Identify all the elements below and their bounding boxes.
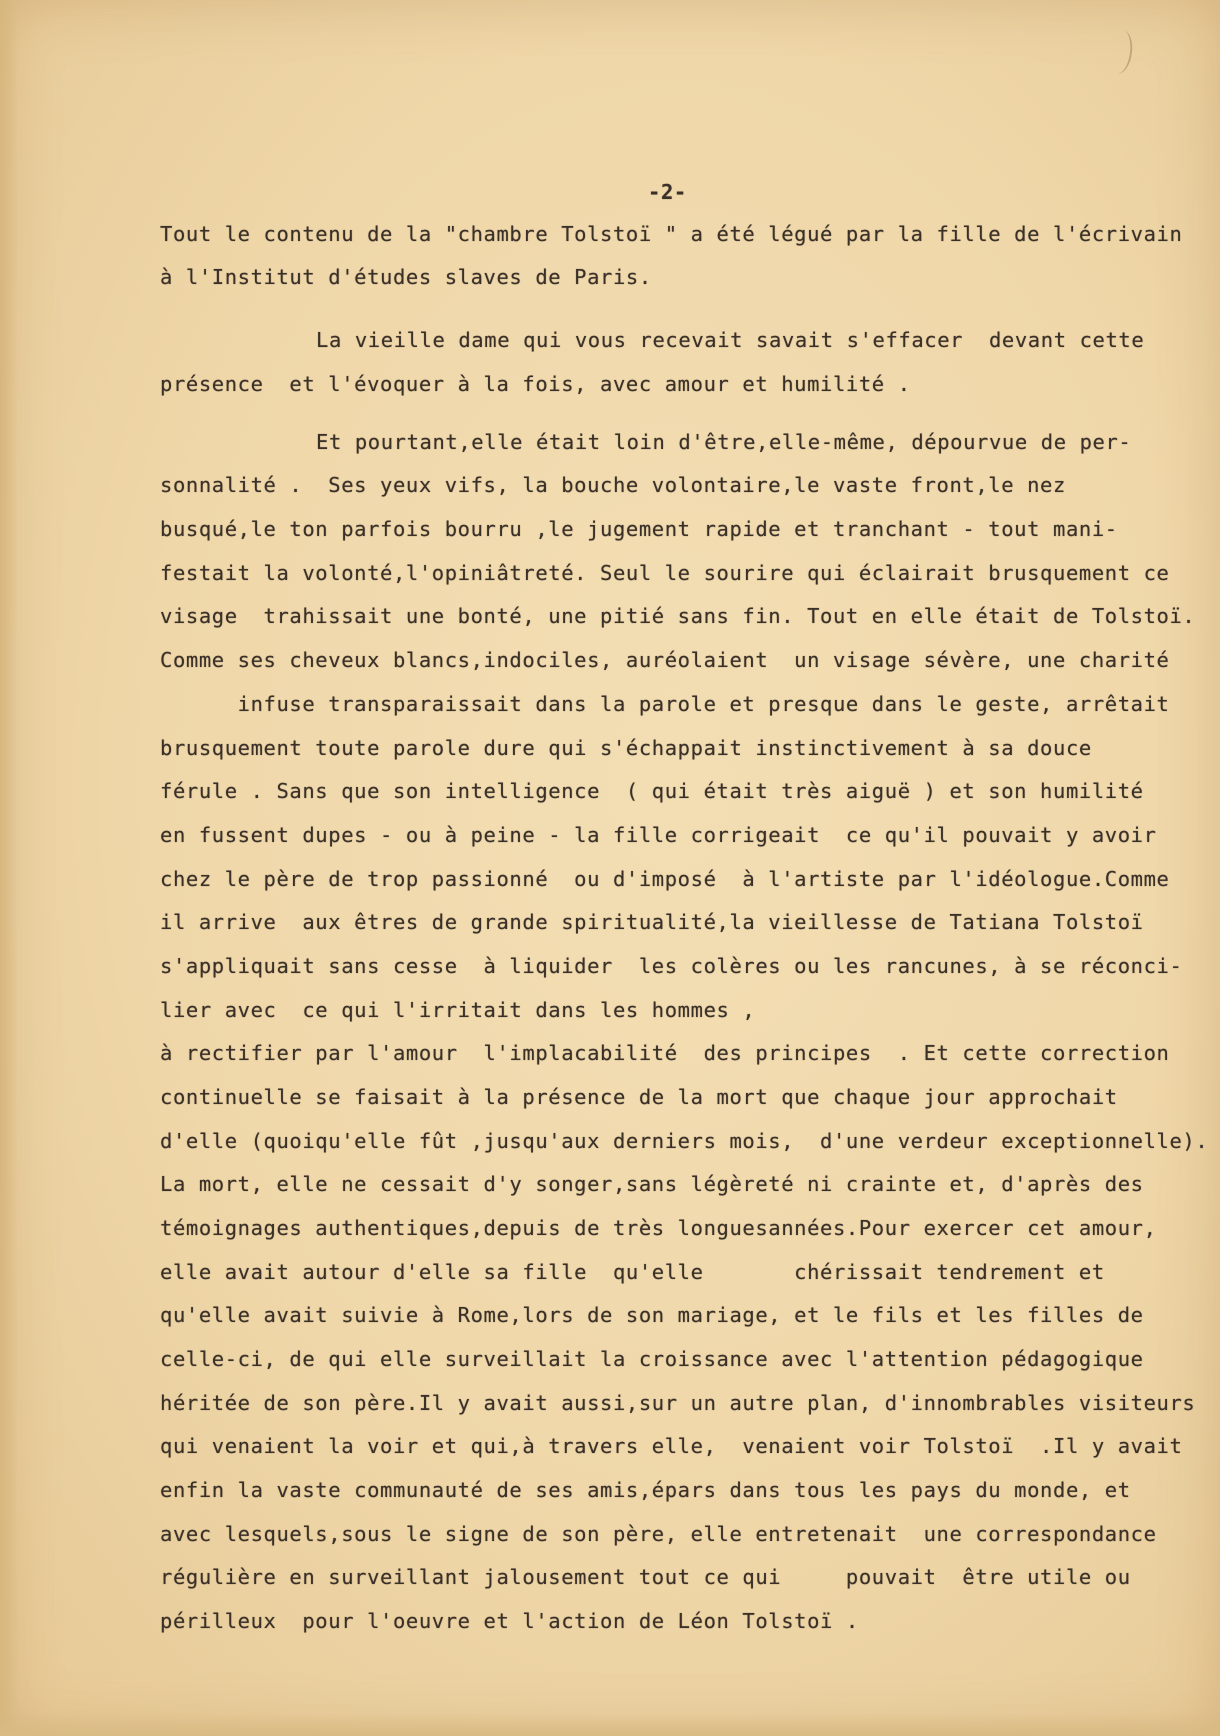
pencil-mark-icon [1105,29,1135,76]
text-line: infuse transparaissait dans la parole et presque dans le geste, arrêtait [160,692,1170,716]
text-line: brusquement toute parole dure qui s'échappait instinctivement à sa douce [160,736,1092,760]
text-line: d'elle (quoiqu'elle fût ,jusqu'aux derniers mois, d'une verdeur exceptionnelle). [160,1129,1209,1153]
text-line: férule . Sans que son intelligence ( qui était très aiguë ) et son humilité [160,779,1144,803]
text-line: festait la volonté,l'opiniâtreté. Seul le sourire qui éclairait brusquement ce [160,561,1170,585]
text-line: régulière en surveillant jalousement tout ce qui pouvait être utile ou [160,1565,1131,1589]
text-line: continuelle se faisait à la présence de la mort que chaque jour approchait [160,1085,1118,1109]
text-line: Et pourtant,elle était loin d'être,elle-même, dépourvue de per- [316,430,1132,454]
text-line: à rectifier par l'amour l'implacabilité des principes . Et cette correction [160,1041,1170,1065]
text-line: lier avec ce qui l'irritait dans les hommes , [160,998,756,1022]
text-line: enfin la vaste communauté de ses amis,épars dans tous les pays du monde, et [160,1478,1131,1502]
text-line: en fussent dupes - ou à peine - la fille corrigeait ce qu'il pouvait y avoir [160,823,1157,847]
text-line: héritée de son père.Il y avait aussi,sur un autre plan, d'innombrables visiteurs [160,1391,1196,1415]
text-line: La vieille dame qui vous recevait savait s'effacer devant cette [316,328,1145,352]
text-line: visage trahissait une bonté, une pitié sans fin. Tout en elle était de Tolstoï. [160,604,1196,628]
text-line: La mort, elle ne cessait d'y songer,sans légèreté ni crainte et, d'après des [160,1172,1144,1196]
text-line: qu'elle avait suivie à Rome,lors de son mariage, et le fils et les filles de [160,1303,1144,1327]
text-line: témoignages authentiques,depuis de très longuesannées.Pour exercer cet amour, [160,1216,1157,1240]
text-line: Comme ses cheveux blancs,indociles, auréolaient un visage sévère, une charité [160,648,1170,672]
text-line: présence et l'évoquer à la fois, avec amour et humilité . [160,372,911,396]
text-line: s'appliquait sans cesse à liquider les colères ou les rancunes, à se réconci- [160,954,1183,978]
text-line: chez le père de trop passionné ou d'imposé à l'artiste par l'idéologue.Comme [160,867,1170,891]
paper-edge-left [0,0,18,1736]
text-line: busqué,le ton parfois bourru ,le jugement rapide et tranchant - tout mani- [160,517,1118,541]
paper-edge-bottom [0,1714,1220,1736]
text-line: Tout le contenu de la "chambre Tolstoï " a été légué par la fille de l'écrivain [160,222,1183,246]
text-line: qui venaient la voir et qui,à travers elle, venaient voir Tolstoï .Il y avait [160,1434,1183,1458]
text-line: sonnalité . Ses yeux vifs, la bouche volontaire,le vaste front,le nez [160,473,1066,497]
text-line: il arrive aux êtres de grande spiritualité,la vieillesse de Tatiana Tolstoï [160,910,1144,934]
text-line: avec lesquels,sous le signe de son père, elle entretenait une correspondance [160,1522,1157,1546]
text-line: périlleux pour l'oeuvre et l'action de Léon Tolstoï . [160,1609,859,1633]
page-number: -2- [648,180,687,204]
text-line: à l'Institut d'études slaves de Paris. [160,265,652,289]
text-line: celle-ci, de qui elle surveillait la croissance avec l'attention pédagogique [160,1347,1144,1371]
text-line: elle avait autour d'elle sa fille qu'elle chérissait tendrement et [160,1260,1105,1284]
